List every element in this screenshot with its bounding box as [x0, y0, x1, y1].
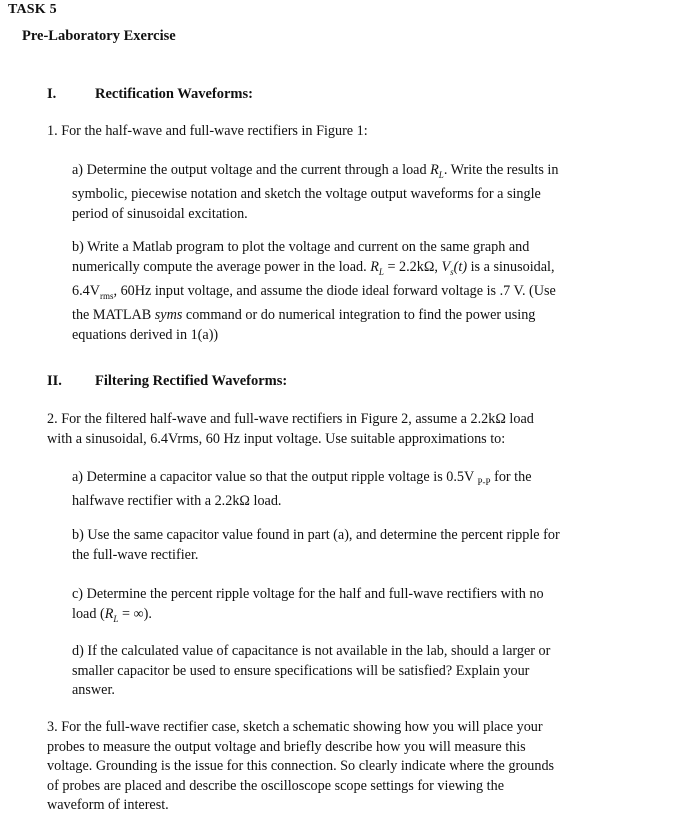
question-line: [72, 282, 556, 306]
text-run: 6.4V: [72, 282, 100, 299]
load-symbol-subscript: L: [438, 169, 444, 180]
pp-subscript: P-P: [477, 476, 491, 487]
text-run: the MATLAB: [72, 307, 155, 324]
question-1b: [72, 238, 556, 345]
question-2: [47, 410, 534, 449]
section-title: Rectification Waveforms:: [95, 86, 253, 102]
question-line: with a sinusoidal, 6.4Vrms, 60 Hz input voltage. Use suitable approximations to:: [47, 430, 506, 447]
question-2a: [72, 468, 532, 512]
syms-keyword: syms: [154, 307, 183, 324]
question-line: probes to measure the output voltage and briefly describe how you will measure this: [47, 738, 526, 755]
question-2d: [72, 642, 550, 701]
load-symbol-subscript: L: [113, 613, 119, 624]
question-line: halfwave rectifier with a 2.2kΩ load.: [72, 493, 282, 510]
text-run: for the: [490, 469, 532, 485]
source-symbol: V: [441, 258, 451, 275]
question-line: b) Use the same capacitor value found in part (a), and determine the percent ripple for: [72, 527, 560, 543]
text-run: , 60Hz input voltage, and assume the diode ideal forward voltage is .7 V. (Use: [113, 282, 556, 299]
load-symbol: R: [104, 605, 114, 622]
source-symbol-subscript: s: [450, 266, 454, 277]
question-1a: [72, 161, 558, 224]
question-1: [47, 122, 368, 142]
question-line: [72, 605, 544, 629]
page-subtitle: Pre-Laboratory Exercise: [22, 28, 176, 44]
rms-subscript: rms: [99, 290, 114, 301]
text-run: a) Determine a capacitor value so that the output ripple voltage is 0.5V: [72, 469, 478, 485]
question-line: symbolic, piecewise notation and sketch the voltage output waveforms for a single: [72, 186, 541, 203]
text-run: . Write the results in: [443, 162, 559, 178]
question-line: of probes are placed and describe the oscilloscope scope settings for viewing the: [47, 777, 504, 794]
question-line: c) Determine the percent ripple voltage for the half and full-wave rectifiers with no: [72, 586, 544, 602]
load-symbol: R: [370, 258, 379, 275]
section-heading-1: [47, 86, 447, 106]
text-run: is a sinusoidal,: [467, 258, 555, 275]
question-line: answer.: [72, 682, 115, 698]
question-line: period of sinusoidal excitation.: [72, 205, 248, 222]
section-numeral: I.: [47, 86, 57, 102]
question-line: voltage. Grounding is the issue for this connection. So clearly indicate where the grounds: [47, 758, 555, 774]
question-line: [72, 161, 558, 185]
task-label: TASK 5: [8, 2, 57, 17]
text-run: numerically compute the average power in the load.: [72, 258, 371, 275]
text-run: = ∞).: [118, 605, 152, 622]
question-line: waveform of interest.: [47, 797, 169, 813]
text-run: load (: [72, 605, 105, 622]
question-line: 1. For the half-wave and full-wave rectifiers in Figure 1:: [47, 123, 368, 139]
question-3: [47, 718, 554, 816]
question-2c: [72, 585, 544, 629]
text-run: command or do numerical integration to find the power using: [182, 307, 536, 324]
section-numeral: II.: [47, 373, 62, 389]
text-run: a) Determine the output voltage and the current through a load: [72, 162, 431, 178]
question-line: 3. For the full-wave rectifier case, sketch a schematic showing how you will place your: [47, 719, 543, 735]
section-title: Filtering Rectified Waveforms:: [95, 373, 288, 389]
question-line: 2. For the filtered half-wave and full-wave rectifiers in Figure 2, assume a 2.2kΩ load: [47, 411, 534, 427]
load-symbol: R: [430, 162, 439, 178]
question-line: [72, 468, 532, 492]
section-heading-2: [47, 373, 447, 393]
source-symbol-arg: (t): [453, 258, 468, 275]
question-line: b) Write a Matlab program to plot the voltage and current on the same graph and: [72, 239, 530, 255]
question-line: smaller capacitor be used to ensure specifications will be satisfied? Explain your: [72, 662, 530, 679]
question-line: equations derived in 1(a)): [72, 326, 219, 343]
text-run: = 2.2kΩ,: [383, 258, 442, 275]
question-line: [72, 306, 556, 326]
load-symbol-subscript: L: [378, 266, 384, 277]
question-line: [72, 258, 556, 282]
question-2b: [72, 526, 560, 565]
question-line: d) If the calculated value of capacitance is not available in the lab, should a larger or: [72, 643, 551, 659]
question-line: the full-wave rectifier.: [72, 546, 199, 563]
